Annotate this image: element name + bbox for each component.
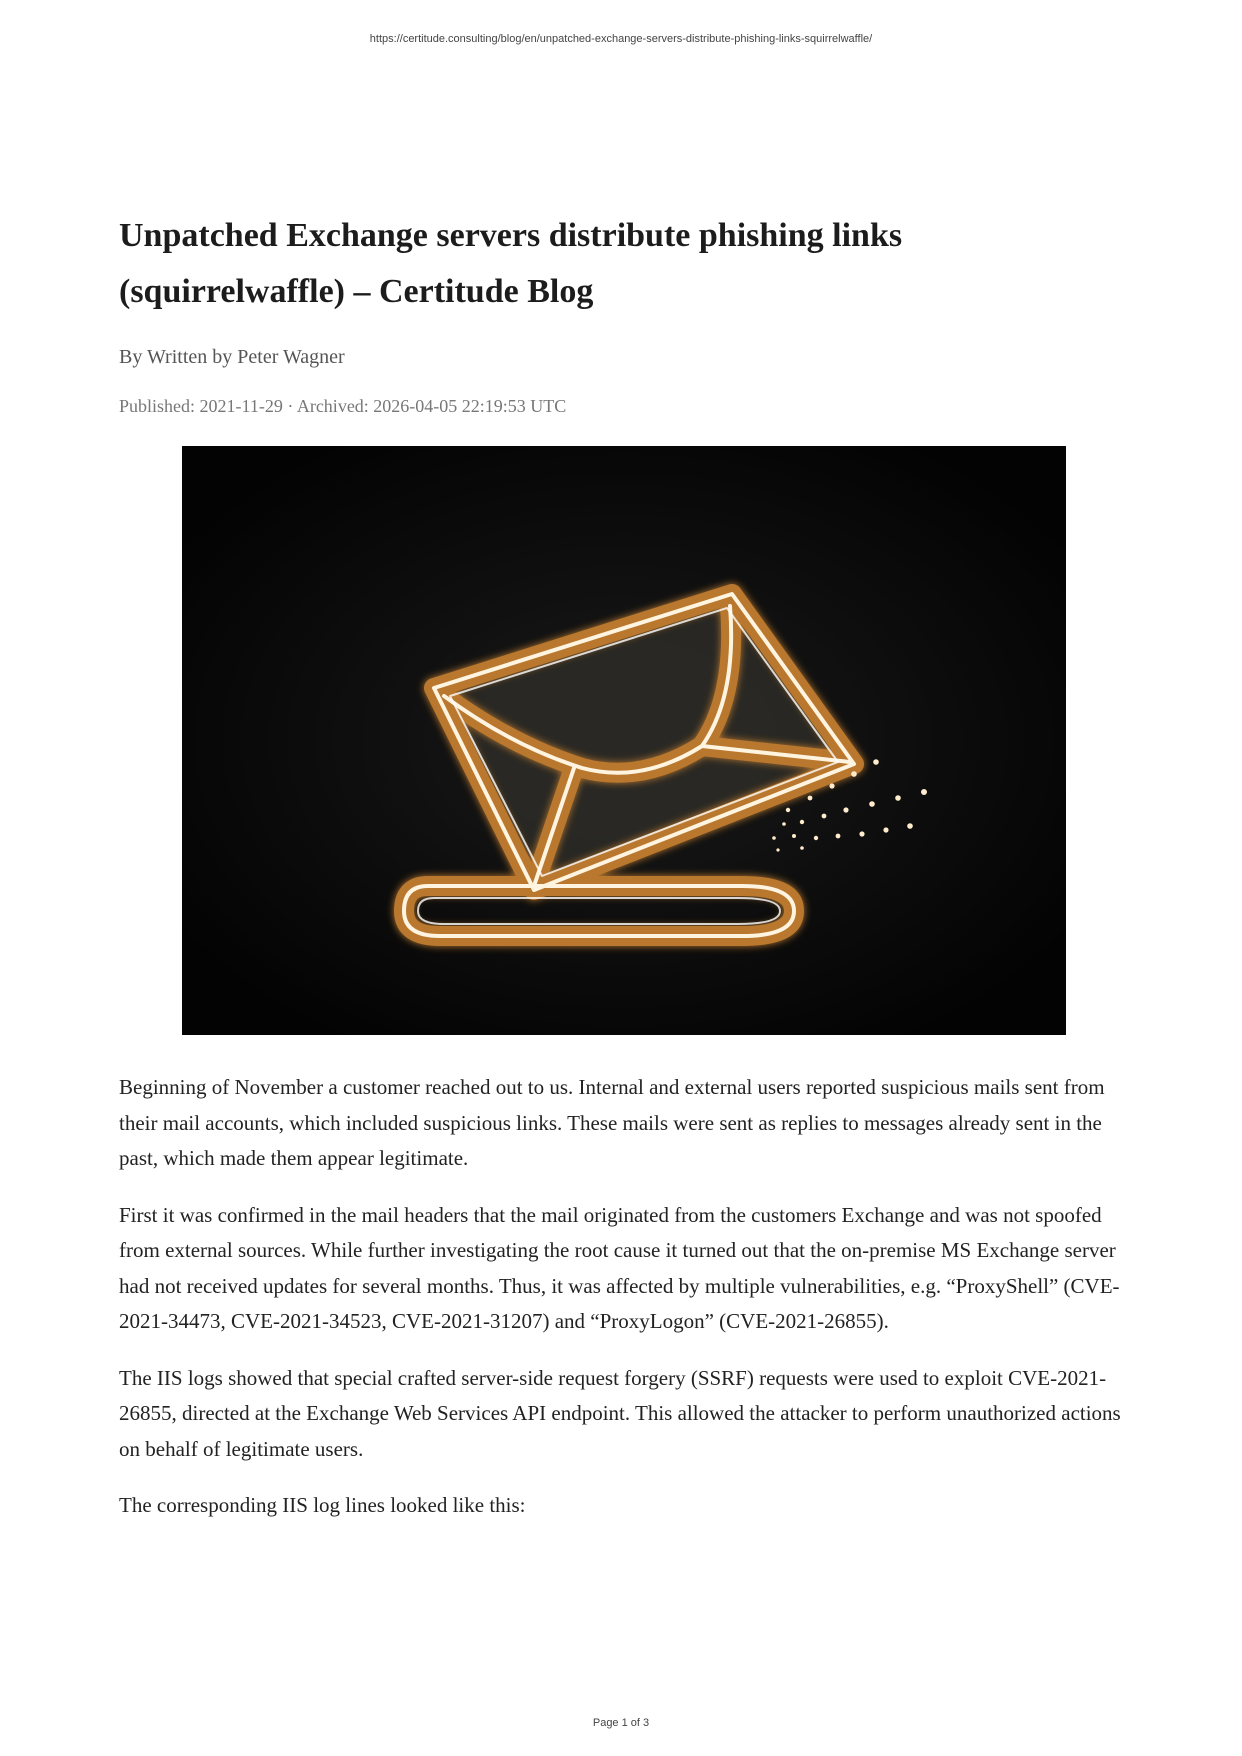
article-title-line-1: Unpatched Exchange servers distribute phishing links: [119, 217, 903, 254]
author-byline: By Written by Peter Wagner: [119, 346, 345, 368]
page-url: https://certitude.consulting/blog/en/unpatched-exchange-servers-distribute-phishing-links-squirrelwaffle/: [369, 33, 873, 45]
paragraph: The IIS logs showed that special crafted server-side request forgery (SSRF) requests were used to exploit CVE-2021-26855, directed at the Exchange Web Services API endpoint. This allowed the attacker to perform unauthorized actions on behalf of legitimate users.: [119, 1365, 1121, 1461]
hero-image: [182, 446, 1066, 1035]
article-title-line-2: (squirrelwaffle) – Certitude Blog: [119, 273, 594, 310]
neon-envelope-icon: [182, 446, 1066, 1035]
article-title: [119, 208, 1119, 320]
paragraph: First it was confirmed in the mail headers that the mail originated from the customers Exchange and was not spoofed from external sources. While further investigating the root cause it turned out that the on-premise MS Exchange server had not received updates for several months. Thus, it was affected by multiple vulnerabilities, e.g. “ProxyShell” (CVE-2021-34473, CVE-2021-34523, CVE-2021-31207) and “ProxyLogon” (CVE-2021-26855).: [119, 1202, 1120, 1333]
paragraph: The corresponding IIS log lines looked like this:: [119, 1493, 526, 1517]
page-number: Page 1 of 3: [592, 1717, 650, 1729]
publish-dates: Published: 2021-11-29 · Archived: 2026-04-05 22:19:53 UTC: [119, 396, 567, 416]
article-body: [119, 1070, 1124, 1545]
paragraph: Beginning of November a customer reached out to us. Internal and external users reported suspicious mails sent from their mail accounts, which included suspicious links. These mails were sent as replies to messages already sent in the past, which made them appear legitimate.: [119, 1075, 1105, 1170]
